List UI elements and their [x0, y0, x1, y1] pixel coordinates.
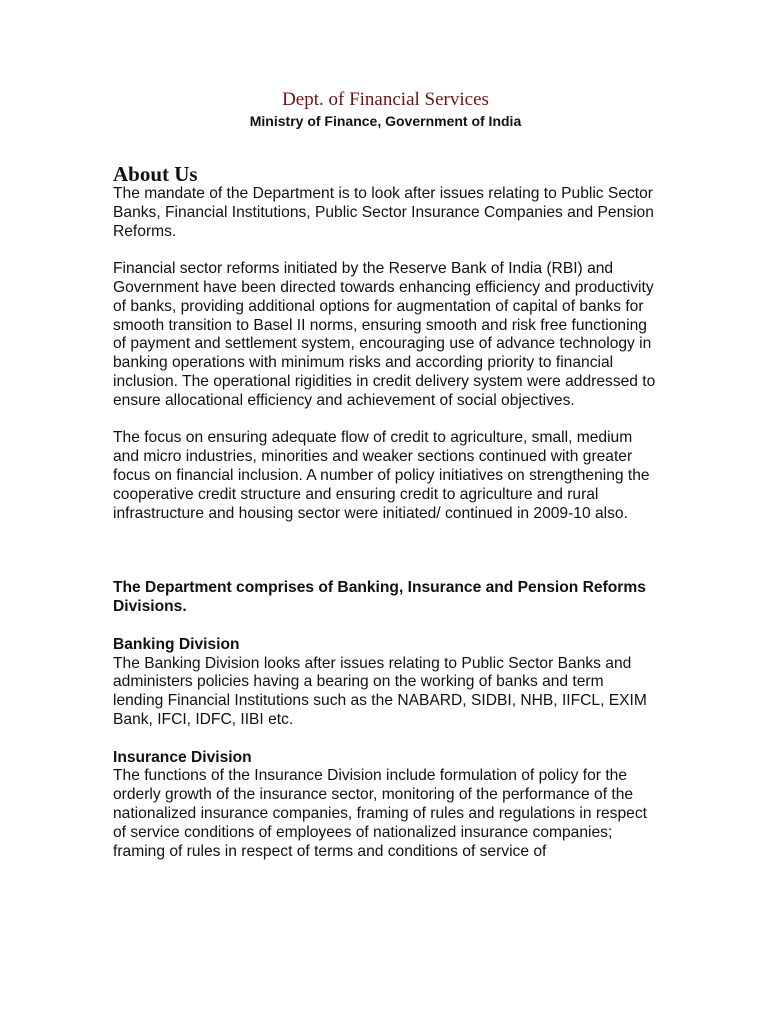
about-paragraph-mandate: The mandate of the Department is to look after issues relating to Public Sector Banks, Financial Institutions, Public Sector Insurance Companies and Pension Reforms. — [113, 185, 654, 240]
banking-division-title: Banking Division — [113, 635, 240, 653]
insurance-division-title: Insurance Division — [113, 748, 252, 766]
about-us-heading: About Us — [113, 162, 198, 186]
divisions-intro: The Department comprises of Banking, Insurance and Pension Reforms Divisions. — [113, 579, 646, 616]
about-paragraph-credit-focus: The focus on ensuring adequate flow of credit to agriculture, small, medium and micro industries, minorities and weaker sections continued with greater focus on financial inclusion. A number of policy initiatives on strengthening the cooperative credit structure and ensuring credit to agriculture and rural infrastructure and housing sector were initiated/ continued in 2009-10 also. — [113, 429, 650, 522]
ministry-subtitle: Ministry of Finance, Government of India — [249, 113, 522, 129]
about-paragraph-reforms: Financial sector reforms initiated by the Reserve Bank of India (RBI) and Government have been directed towards enhancing efficiency and productivity of banks, providing additional options for augmentation of capital of banks for smooth transition to Basel II norms, ensuring smooth and risk free functioning of payment and settlement system, encouraging use of advance technology in banking operations with minimum risks and according priority to financial inclusion. The operational rigidities in credit delivery system were addressed to ensure allocational efficiency and achievement of social objectives. — [113, 260, 656, 409]
document-content — [113, 88, 658, 880]
banking-division-text: The Banking Division looks after issues relating to Public Sector Banks and administers policies having a bearing on the working of banks and term lending Financial Institutions such as the NABARD, SIDBI, NHB, IIFCL, EXIM Bank, IFCI, IDFC, IIBI etc. — [113, 654, 647, 728]
department-title: Dept. of Financial Services — [282, 89, 489, 110]
insurance-division-text: The functions of the Insurance Division include formulation of policy for the orderly growth of the insurance sector, monitoring of the performance of the nationalized insurance companies, framing of rules and regulations in respect of service conditions of employees of nationalized insurance companies; framing of rules in respect of terms and conditions of service of — [113, 767, 647, 860]
